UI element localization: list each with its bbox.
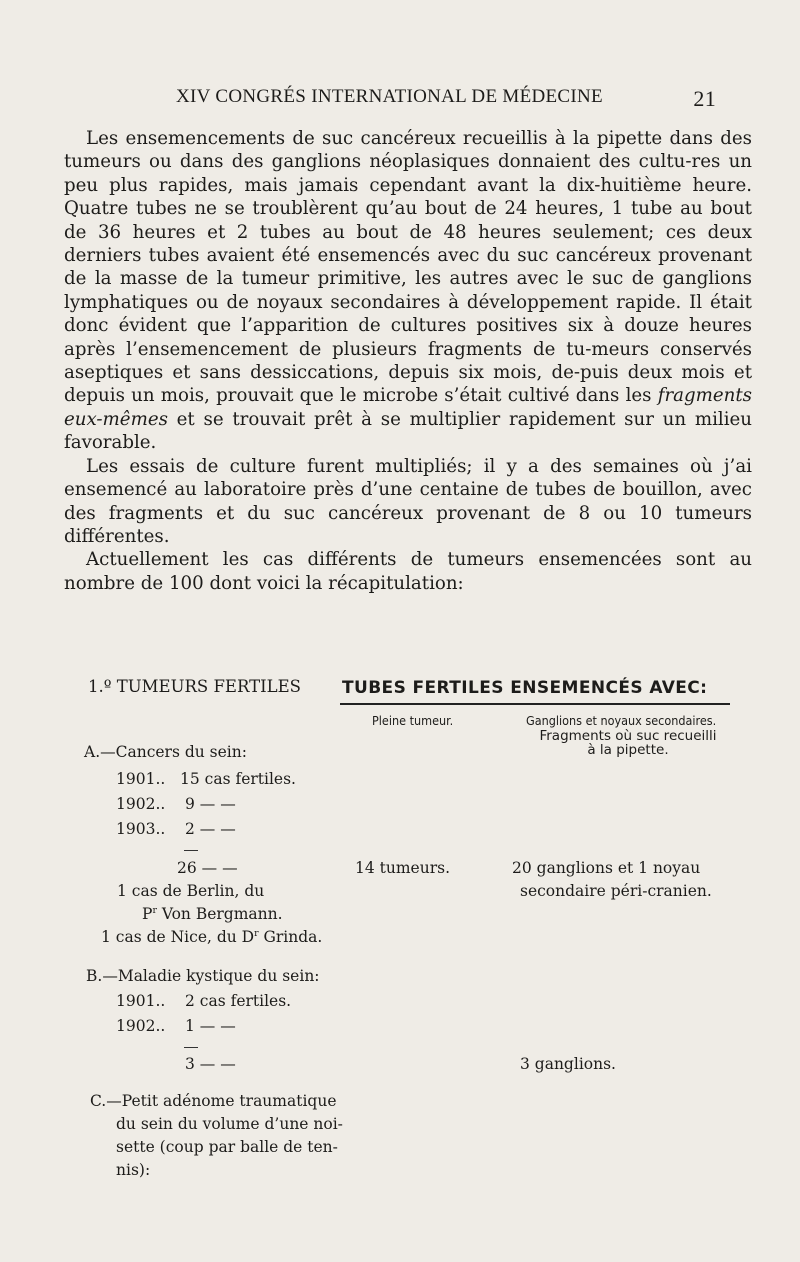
note-nice-prefix: 1 cas de Nice, du D	[101, 928, 255, 947]
heading-underline	[340, 703, 730, 705]
running-header	[176, 86, 716, 111]
column-heading-tumor: Pleine tumeur.	[372, 713, 454, 728]
sum-rule-b	[184, 1047, 198, 1048]
section-c-line4: nis):	[116, 1161, 151, 1179]
sum-rule-a	[184, 850, 198, 851]
column-heading-ganglia-line3: à la pipette.	[587, 742, 669, 758]
section-a-year-1903: 1903..	[116, 820, 166, 838]
section-a-total: 26 — —	[177, 859, 238, 877]
section-a-note-bergmann	[142, 905, 283, 923]
section-c-line2: du sein du volume d’une noi-	[116, 1115, 343, 1133]
paragraph-3: Actuellement les cas différents de tumeurs ensemencées sont au nombre de 100 dont voici la récapitulation:	[64, 549, 752, 594]
column-heading-ganglia-line2: Fragments où suc recueilli	[539, 728, 717, 744]
section-a-note-nice	[101, 928, 322, 946]
body-text	[64, 127, 752, 595]
section-a-title: A.—Cancers du sein:	[84, 743, 247, 761]
section-a-value-1902: 9 — —	[185, 795, 236, 813]
note-nice-sup: r	[254, 928, 259, 939]
section-a-tumor-count: 14 tumeurs.	[355, 859, 451, 877]
section-b-year-1901: 1901..	[116, 992, 166, 1010]
paragraph-1-text: Les ensemencements de suc cancéreux recueillis à la pipette dans des tumeurs ou dans des ganglions néoplasiques donnaient des cultu-res un peu plus rapides, mais jamais cependant avant la dix-huitième heure. Quatre tubes ne se troublèrent qu’au bout de 24 heures, 1 tube au bout de 36 heures et 2 tubes au bout de 48 heures seulement; ces deux derniers tubes avaient été ensemencés avec du suc cancéreux provenant de la masse de la tumeur primitive, les autres avec le suc de ganglions lymphatiques ou de noyaux secondaires à développement rapide. Il était donc évident que l’apparition de cultures positives six à douze heures après l’ensemencement de plusieurs fragments de tu-meurs conservés aseptiques et sans dessiccations, depuis six mois, de-puis deux mois et depuis un mois, prouvait que le microbe s’était cultivé dans les	[64, 128, 752, 407]
section-a-year-1902: 1902..	[116, 795, 166, 813]
section-a-year-1901: 1901..	[116, 770, 166, 788]
section-a-ganglia-line2: secondaire péri-cranien.	[520, 882, 712, 900]
section-c-line1: C.—Petit adénome traumatique	[90, 1092, 337, 1110]
note-nice-name: Grinda.	[258, 928, 323, 947]
section-c-line3: sette (coup par balle de ten-	[116, 1138, 338, 1156]
section-a-value-1901: 15 cas fertiles.	[180, 770, 296, 788]
column-heading-ganglia: Ganglions et noyaux secondaires.	[526, 713, 717, 728]
section-a-value-1903: 2 — —	[185, 820, 236, 838]
page-number: 21	[693, 86, 716, 111]
section-b-year-1902: 1902..	[116, 1017, 166, 1035]
note-bergmann-prefix: P	[142, 905, 153, 924]
paragraph-1-italic: fragments eux-mêmes	[64, 385, 752, 430]
section-b-total: 3 — —	[185, 1055, 236, 1073]
section-a-ganglia-line1: 20 ganglions et 1 noyau	[512, 859, 701, 877]
section-b-value-1902: 1 — —	[185, 1017, 236, 1035]
section-a-note-berlin: 1 cas de Berlin, du	[117, 882, 265, 900]
note-bergmann-name: Von Bergmann.	[156, 905, 283, 924]
paragraph-2: Les essais de culture furent multipliés; il y a des semaines où j’ai ensemencé au laboratoire près d’une centaine de tubes de bouillon, avec des fragments et du suc cancéreux provenant de 8 ou 10 tumeurs différentes.	[64, 455, 752, 547]
running-title: XIV CONGRÉS INTERNATIONAL DE MÉDECINE	[176, 86, 603, 107]
section-b-value-1901: 2 cas fertiles.	[185, 992, 292, 1010]
left-table-heading: 1.º TUMEURS FERTILES	[88, 677, 301, 696]
right-table-heading: TUBES FERTILES ENSEMENCÉS AVEC:	[342, 678, 708, 698]
section-b-title: B.—Maladie kystique du sein:	[86, 967, 320, 985]
note-bergmann-sup: r	[152, 905, 157, 916]
paragraph-1-text-end: et se trouvait prêt à se multiplier rapidement sur un milieu favorable.	[64, 408, 752, 454]
paragraph-1	[64, 127, 752, 455]
section-b-ganglia: 3 ganglions.	[520, 1055, 616, 1073]
